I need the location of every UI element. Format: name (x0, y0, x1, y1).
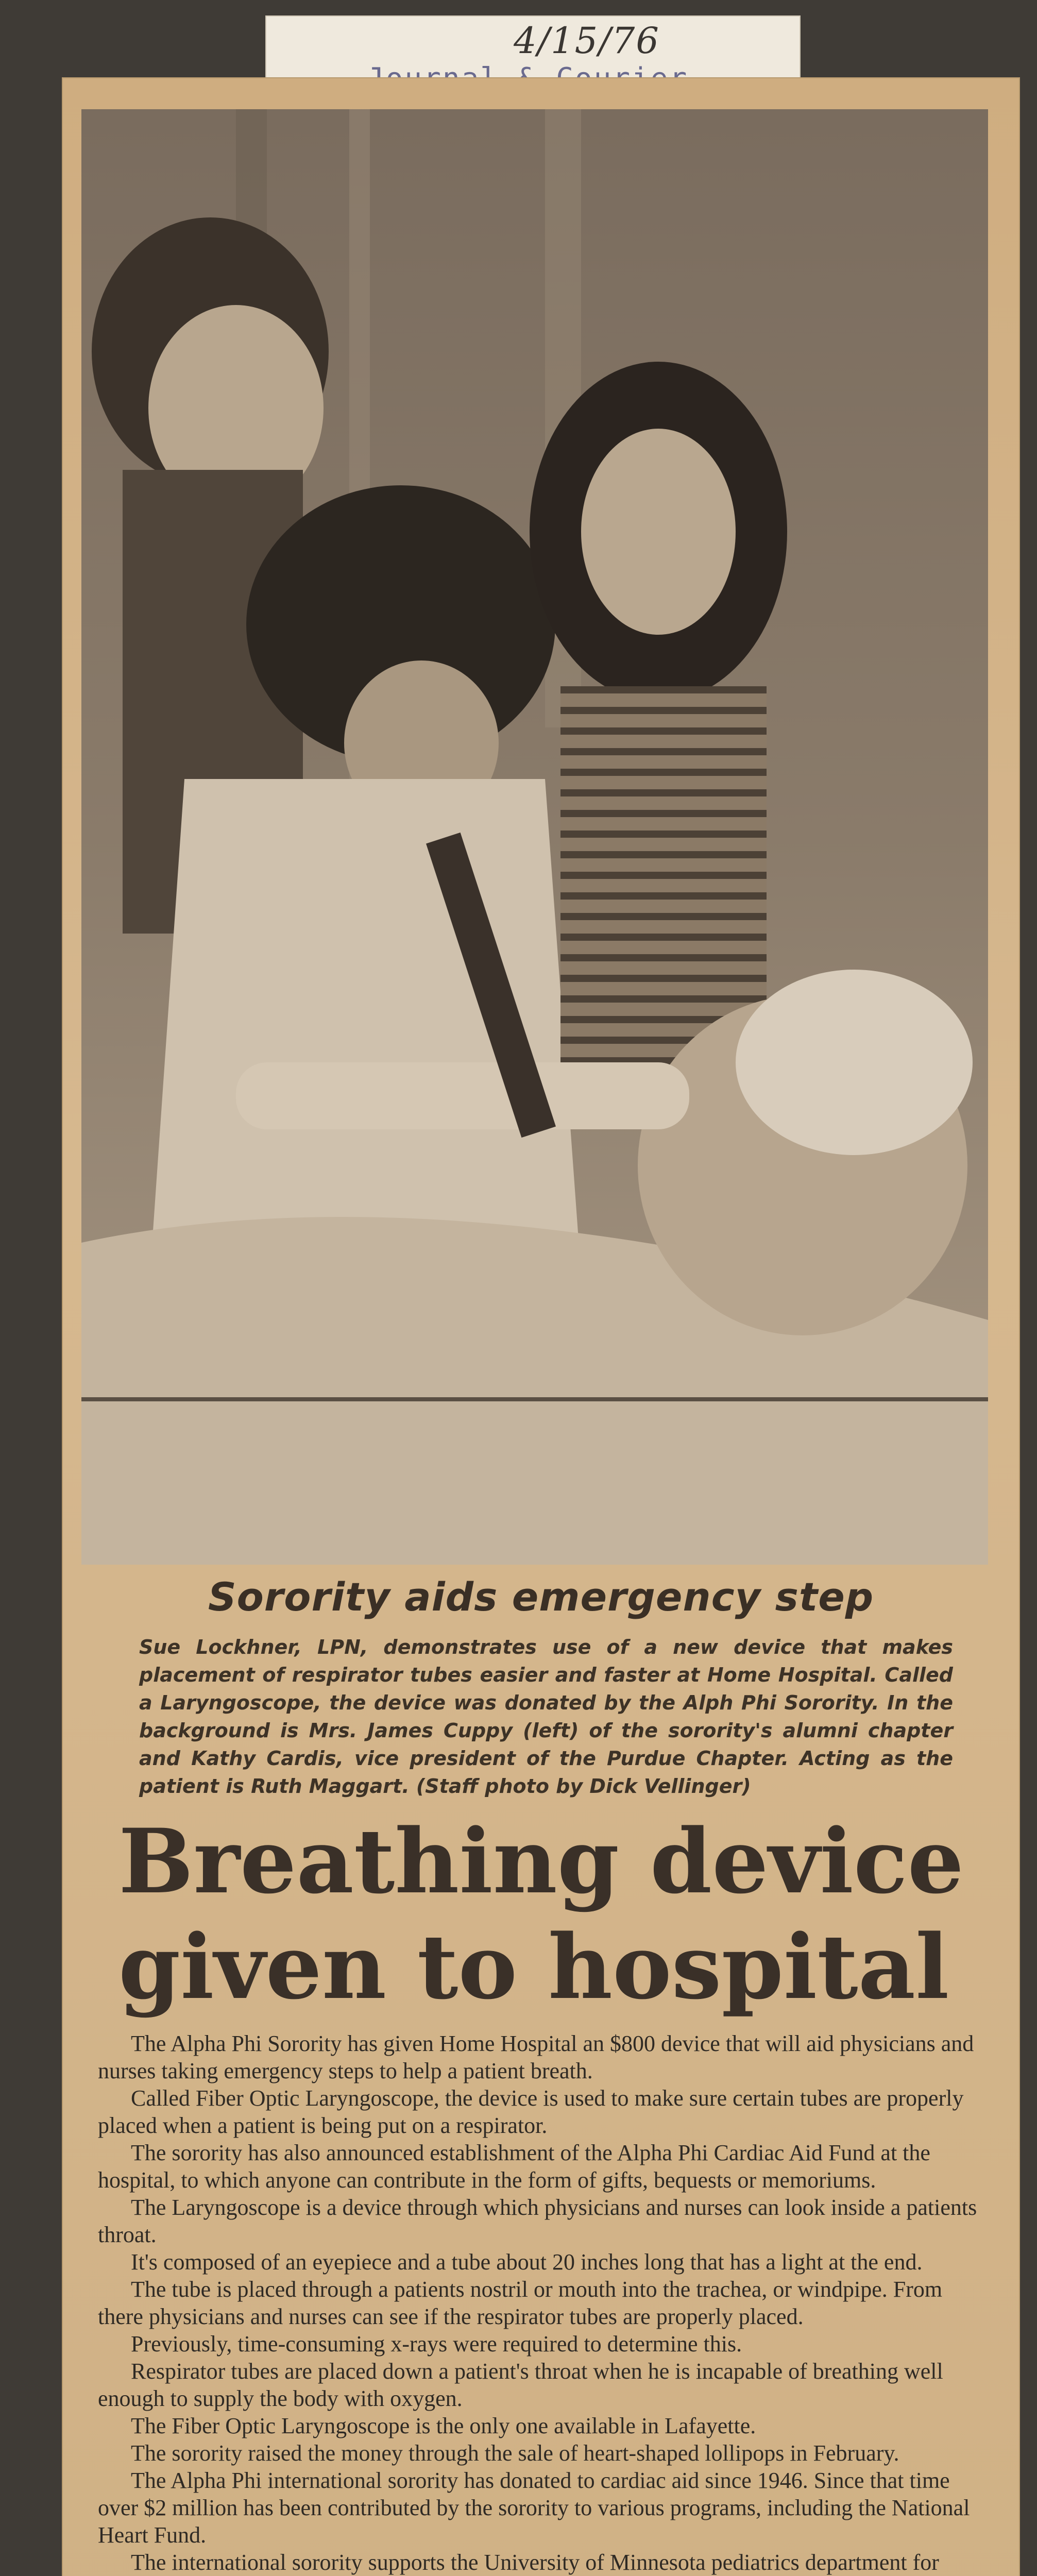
article-paragraph: The sorority raised the money through the sale of heart-shaped lollipops in February. (131, 2441, 899, 2466)
article-body (98, 2030, 989, 2576)
newspaper-clipping (62, 77, 1020, 2576)
article-paragraph: The sorority has also announced establishment of the Alpha Phi Cardiac Aid Fund at the hospital, to which anyone can contribute in the form of gifts, bequests or memoriums. (98, 2140, 930, 2193)
article-paragraph: The Laryngoscope is a device through which physicians and nurses can look inside a patients throat. (98, 2195, 977, 2247)
article-paragraph: It's composed of an eyepiece and a tube about 20 inches long that has a light at the end. (131, 2249, 923, 2275)
photo-caption-title: Sorority aids emergency step (208, 1574, 874, 1620)
article-paragraph: The Alpha Phi international sorority has donated to cardiac aid since 1946. Since that time over $2 million has been contributed by the sorority to various programs, including the National Heart Fund. (98, 2468, 970, 2548)
article-headline: Breathing device given to hospital (118, 1809, 964, 2019)
photo-caption-text: Sue Lockhner, LPN, demonstrates use of a new device that makes placement of respirator tubes easier and faster at Home Hospital. Called a Laryngoscope, the device was donated by the Alph Phi Sorority. In the background is Mrs. James Cuppy (left) of the sorority's alumni chapter and Kathy Cardis, vice president of the Purdue Chapter. Acting as the patient is Ruth Maggart. (Staff photo by Dick Vellinger) (139, 1636, 953, 1798)
photo-illustration (81, 109, 988, 1565)
newspaper-photo (81, 109, 988, 1565)
handwritten-date: 4/15/76 (514, 20, 660, 62)
article-paragraph: The Alpha Phi Sorority has given Home Hospital an $800 device that will aid physicians and nurses taking emergency steps to help a patient breath. (98, 2031, 974, 2083)
article-paragraph: The Fiber Optic Laryngoscope is the only one available in Lafayette. (131, 2413, 756, 2438)
article-paragraph: The international sorority supports the University of Minnesota pediatrics department for (131, 2550, 939, 2575)
article-paragraph: Previously, time-consuming x-rays were required to determine this. (131, 2331, 742, 2357)
article-paragraph: Called Fiber Optic Laryngoscope, the device is used to make sure certain tubes are properly placed when a patient is being put on a respirator. (98, 2086, 964, 2138)
article-paragraph: The tube is placed through a patients nostril or mouth into the trachea, or windpipe. From there physicians and nurses can see if the respirator tubes are properly placed. (98, 2277, 943, 2329)
article-paragraph: Respirator tubes are placed down a patient's throat when he is incapable of breathing well enough to supply the body with oxygen. (98, 2359, 943, 2411)
